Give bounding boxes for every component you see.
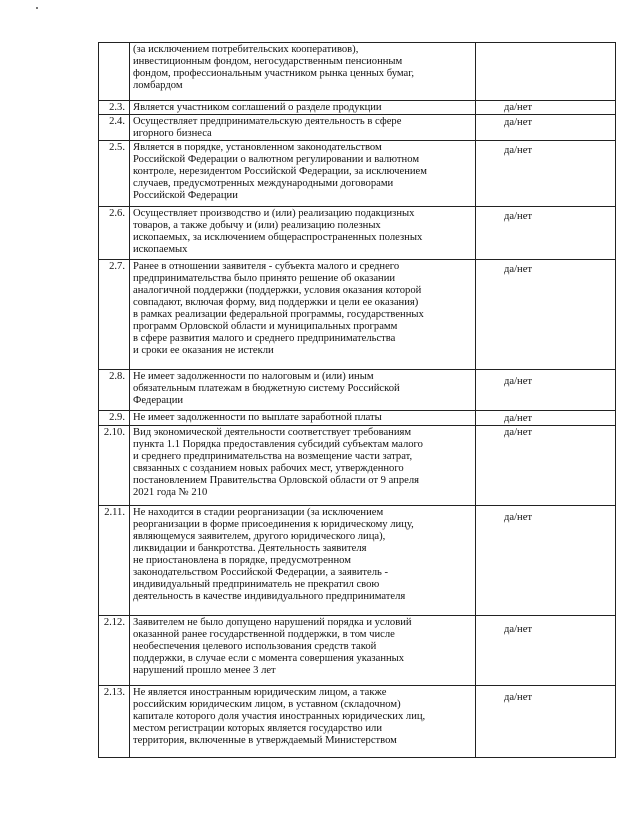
table-row — [99, 260, 616, 370]
row-text: Ранее в отношении заявителя - субъекта малого и среднего предпринимательства было принято решение об оказании аналогичной поддержки (поддержки, условия оказания которой совпадают, включая форму, вид поддержки и цели ее оказания) в рамках реализации федеральной программы, государственных программ Орловской области и муниципальных программ в сфере развития малого и среднего предпринимательства и сроки ее оказания не истекли — [130, 260, 476, 370]
row-number: 2.5. — [99, 141, 130, 207]
row-number: 2.13. — [99, 686, 130, 758]
row-text: Является в порядке, установленном законодательством Российской Федерации о валютном регулировании и валютном контроле, нерезидентом Российской Федерации, за исключением случаев, предусмотренных международными договорами Российской Федерации — [130, 141, 476, 207]
scan-speck — [36, 7, 38, 9]
table-row — [99, 686, 616, 758]
row-number: 2.12. — [99, 616, 130, 686]
row-text: (за исключением потребительских кооперативов), инвестиционным фондом, негосударственным пенсионным фондом, профессиональным участником рынка ценных бумаг, ломбардом — [130, 43, 476, 101]
row-number: 2.7. — [99, 260, 130, 370]
row-answer — [476, 43, 616, 101]
row-answer: да/нет — [476, 506, 616, 616]
row-answer: да/нет — [476, 101, 616, 115]
row-answer: да/нет — [476, 115, 616, 141]
row-answer: да/нет — [476, 260, 616, 370]
table-row — [99, 101, 616, 115]
row-answer: да/нет — [476, 370, 616, 411]
row-number: 2.11. — [99, 506, 130, 616]
row-number: 2.4. — [99, 115, 130, 141]
table-row — [99, 115, 616, 141]
row-text: Является участником соглашений о разделе продукции — [130, 101, 476, 115]
row-number: 2.10. — [99, 426, 130, 506]
row-text: Не имеет задолженности по выплате заработной платы — [130, 411, 476, 426]
row-number: 2.8. — [99, 370, 130, 411]
row-text: Осуществляет производство и (или) реализацию подакцизных товаров, а также добычу и (или) реализацию полезных ископаемых, за исключением общераспространенных полезных ископаемых — [130, 207, 476, 260]
row-text: Не имеет задолженности по налоговым и (или) иным обязательным платежам в бюджетную систему Российской Федерации — [130, 370, 476, 411]
table-row — [99, 370, 616, 411]
row-text: Осуществляет предпринимательскую деятельность в сфере игорного бизнеса — [130, 115, 476, 141]
row-text: Не находится в стадии реорганизации (за исключением реорганизации в форме присоединения к юридическому лицу, являющемуся заявителем, другого юридического лица), ликвидации и банкротства. Деятельность заявителя не приостановлена в порядке, предусмотренном законодательством Российской Федерации, а заявитель - индивидуальный предприниматель не прекратил свою деятельность в качестве индивидуального предпринимателя — [130, 506, 476, 616]
row-answer: да/нет — [476, 207, 616, 260]
row-text: Вид экономической деятельности соответствует требованиям пункта 1.1 Порядка предоставления субсидий субъектам малого и среднего предпринимательства на возмещение части затрат, связанных с созданием новых рабочих мест, утвержденного постановлением Правительства Орловской области от 9 апреля 2021 года № 210 — [130, 426, 476, 506]
table-row — [99, 411, 616, 426]
conditions-table — [98, 42, 616, 758]
table-row — [99, 616, 616, 686]
row-answer: да/нет — [476, 686, 616, 758]
row-number — [99, 43, 130, 101]
row-answer: да/нет — [476, 426, 616, 506]
row-number: 2.9. — [99, 411, 130, 426]
row-answer: да/нет — [476, 141, 616, 207]
row-answer: да/нет — [476, 411, 616, 426]
table-row — [99, 141, 616, 207]
row-number: 2.3. — [99, 101, 130, 115]
row-text: Не является иностранным юридическим лицом, а также российским юридическим лицом, в уставном (складочном) капитале которого доля участия иностранных юридических лиц, местом регистрации которых является государство или территория, включенные в утверждаемый Министерством — [130, 686, 476, 758]
row-text: Заявителем не было допущено нарушений порядка и условий оказанной ранее государственной поддержки, в том числе необеспечения целевого использования средств такой поддержки, в случае если с момента совершения указанных нарушений прошло менее 3 лет — [130, 616, 476, 686]
table-row — [99, 506, 616, 616]
table-row — [99, 43, 616, 101]
row-number: 2.6. — [99, 207, 130, 260]
table-row — [99, 207, 616, 260]
table-row — [99, 426, 616, 506]
row-answer: да/нет — [476, 616, 616, 686]
